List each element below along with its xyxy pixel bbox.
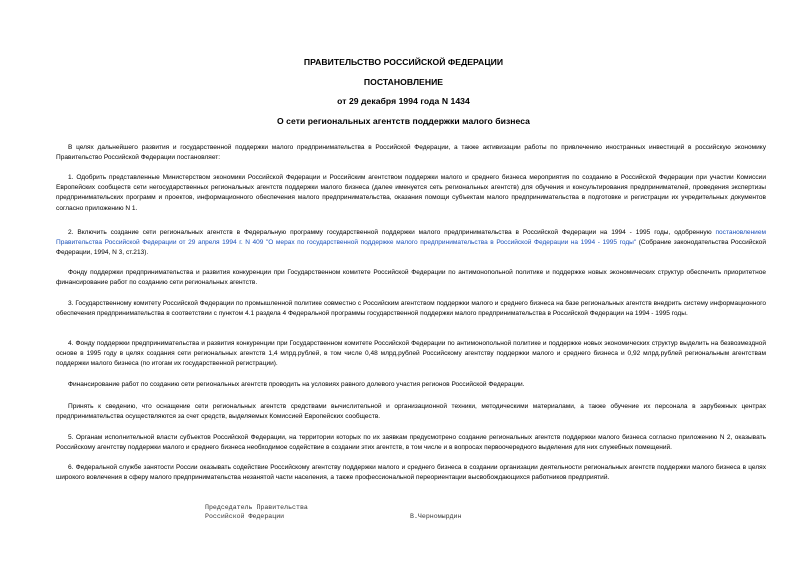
paragraph-fund xyxy=(56,268,766,288)
paragraph-2-text-end: (Собрание законодательства Российской Федерации, 1994, N 3, ст.213). xyxy=(56,239,766,257)
signature-name: В.Черномырдин xyxy=(410,513,462,520)
paragraph-note-text: Принять к сведению, что оснащение сети региональных агентств средствами вычислительной и организационной техники, методическими материалами, а также обучение их персонала в зарубежных центрах предпринимательства осуществляются за счет средств, выделяемых Комиссией Европейских сообществ. xyxy=(56,403,766,421)
paragraph-fund-text: Фонду поддержки предпринимательства и развития конкуренции при Государственном комитете Российской Федерации по антимонопольной политике и поддержке новых экономических структур обеспечить приоритетное финансирование работ по созданию сети региональных агентств. xyxy=(56,269,766,287)
signature-position-line2: Российской Федерации xyxy=(205,513,285,520)
paragraph-financing xyxy=(56,380,766,390)
paragraph-4-text: 4. Фонду поддержки предпринимательства и развития конкуренции при Государственном комитете Российской Федерации по антимонопольной политике и поддержке новых экономических структур выделить на безвозмездной основе в 1995 году в целях создания сети региональных агентств 1,4 млрд.рублей, в том числе 0,48 млрд.рублей Российскому агентству поддержки малого и среднего бизнеса и 0,92 млрд.рублей региональным агентствам поддержки малого бизнеса (по итогам их государственной регистрации). xyxy=(56,340,766,368)
paragraph-6 xyxy=(56,463,766,483)
paragraph-4 xyxy=(56,339,766,370)
paragraph-1-text: 1. Одобрить представленные Министерством экономики Российской Федерации и Российским агентством поддержки малого и среднего бизнеса мероприятия по созданию в Российской Федерации при участии Комиссии Европейских сообществ сети негосударственных региональных агентств поддержки малого бизнеса (далее именуется сеть региональных агентств) для обучения и консультирования предпринимателей, проведения экспертизы предпринимательских программ и проектов, информационного обеспечения малого предпринимательства, оказания помощи субъектам малого предпринимательства в подготовке и регистрации их учредительных документов согласно приложению N 1. xyxy=(56,174,766,212)
paragraph-3-text: 3. Государственному комитету Российской Федерации по промышленной политике совместно с Российским агентством поддержки малого и среднего бизнеса на базе региональных агентств внедрить систему информационного обеспечения предпринимательства в соответствии с пунктом 4.1 раздела 4 Федеральной программы государственной поддержки малого предпринимательства в Российской Федерации на 1994 - 1995 годы. xyxy=(56,300,766,318)
paragraph-6-text: 6. Федеральной службе занятости России оказывать содействие Российскому агентству поддержки малого и среднего бизнеса в создании организации деятельности региональных агентств поддержки малого бизнеса в целях широкого вовлечения в сферу малого предпринимательства незанятой части населения, а также профессиональной переориентации высвобождающихся работников предприятий. xyxy=(56,464,766,482)
preamble-text: В целях дальнейшего развития и государственной поддержки малого предпринимательства в Российской Федерации, а также активизации работы по привлечению иностранных инвестиций в российскую экономику Правительство Российской Федерации постановляет: xyxy=(56,144,766,162)
paragraph-3 xyxy=(56,299,766,319)
paragraph-1 xyxy=(56,173,766,214)
paragraph-5 xyxy=(56,433,766,453)
paragraph-2-text-start: 2. Включить создание сети региональных агентств в Федеральную программу государственной поддержки малого предпринимательства в Российской Федерации на 1994 - 1995 годы, одобренную xyxy=(68,229,716,236)
government-heading: ПРАВИТЕЛЬСТВО РОССИЙСКОЙ ФЕДЕРАЦИИ xyxy=(303,57,504,67)
paragraph-5-text: 5. Органам исполнительной власти субъектов Российской Федерации, на территории которых по их заявкам предусмотрено создание региональных агентств поддержки малого бизнеса согласно приложению N 2, оказывать Российскому агентству поддержки малого и среднего бизнеса необходимое содействие в создании этих агентств, в том числе и в вопросах первоочередного выделения для них служебных помещений. xyxy=(56,434,766,452)
document-type: ПОСТАНОВЛЕНИЕ xyxy=(363,77,444,87)
preamble-paragraph xyxy=(56,143,766,163)
signature-position-line1: Председатель Правительства xyxy=(205,504,308,511)
paragraph-financing-text: Финансирование работ по созданию сети региональных агентств проводить на условиях равного долевого участия регионов Российской Федерации. xyxy=(68,381,525,388)
resolution-409-link[interactable]: постановлением Правительства Российской Федерации от 29 апреля 1994 г. N 409 "О мерах по государственной поддержке малого предпринимательства в Российской Федерации на 1994 - 1995 годы" xyxy=(56,229,766,247)
document-title: О сети региональных агентств поддержки малого бизнеса xyxy=(276,116,530,126)
paragraph-note xyxy=(56,402,766,422)
document-date-number: от 29 декабря 1994 года N 1434 xyxy=(337,96,470,106)
paragraph-2 xyxy=(56,228,766,259)
